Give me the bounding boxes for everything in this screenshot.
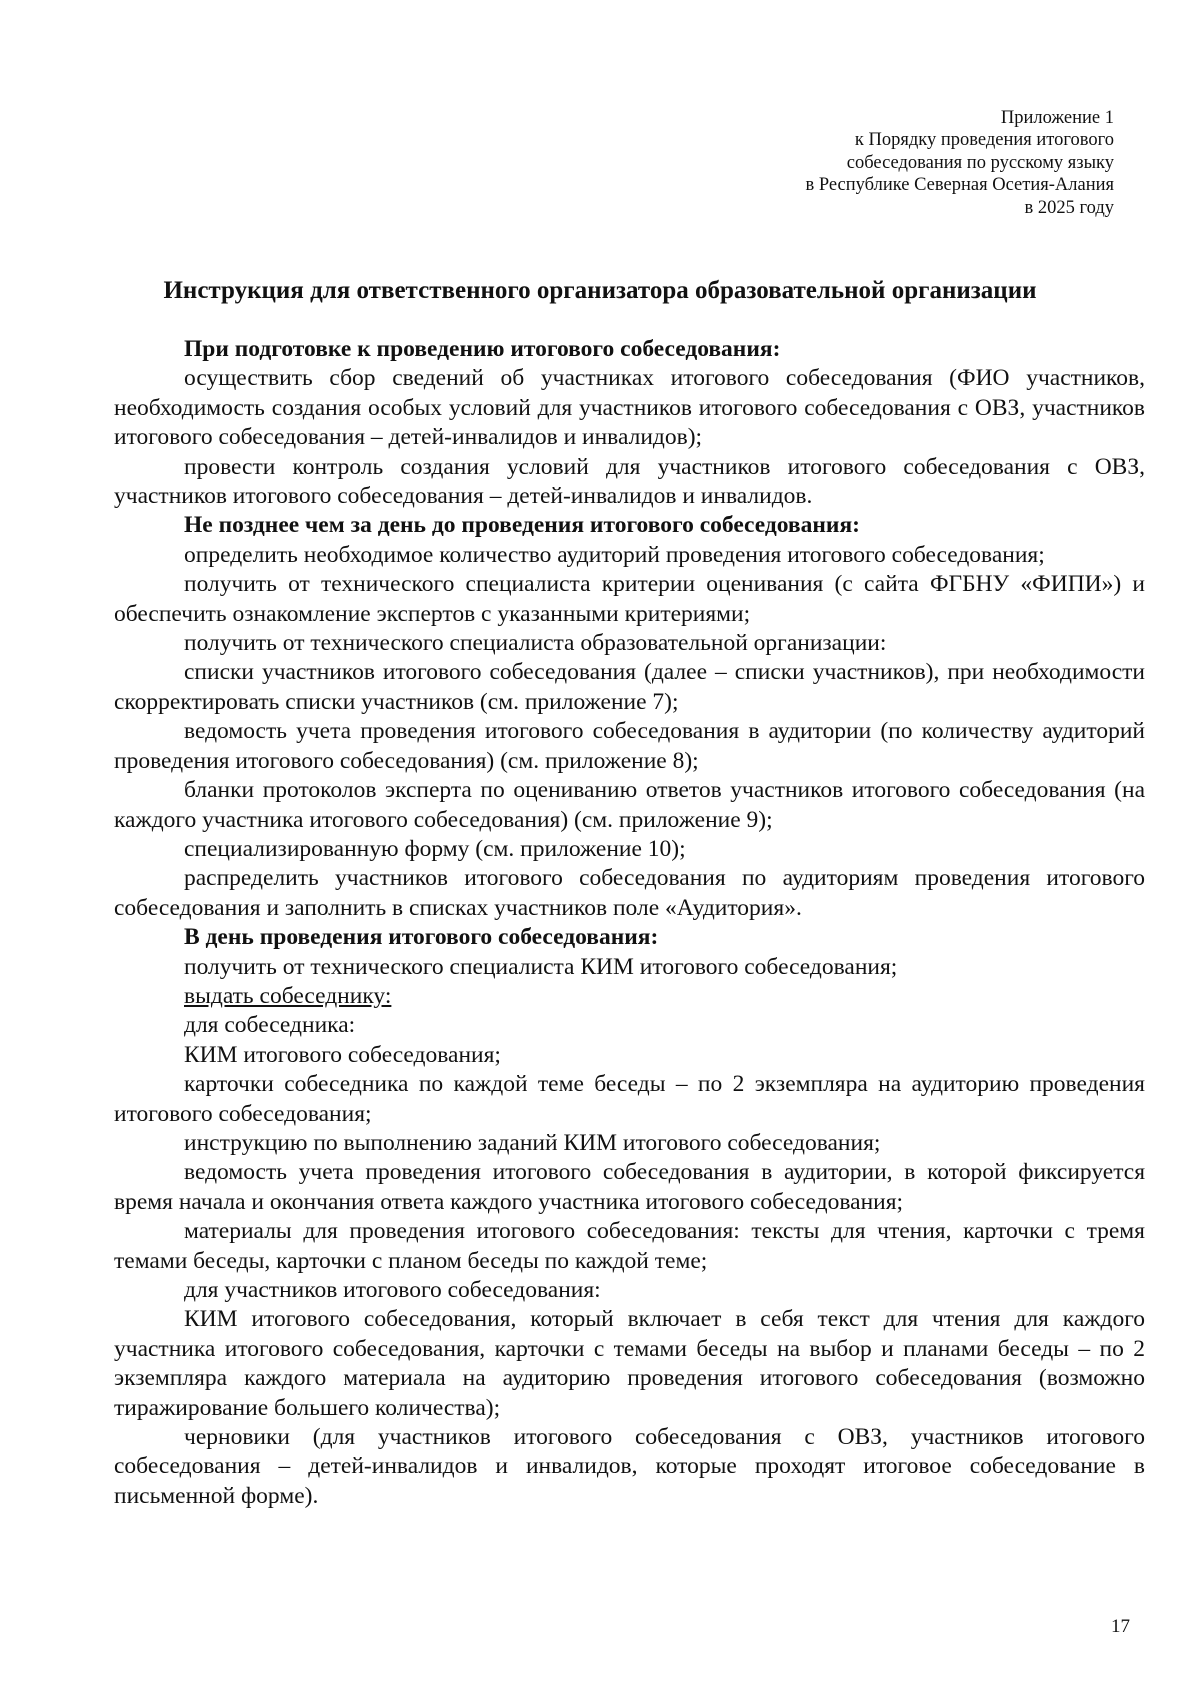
- section-heading: Не позднее чем за день до проведения итогового собеседования:: [184, 512, 860, 539]
- document-body: [114, 335, 1145, 1511]
- paragraph: специализированную форму (см. приложение 10);: [184, 835, 686, 862]
- appendix-line: в 2025 году: [1024, 197, 1114, 218]
- appendix-header: [805, 107, 1114, 219]
- page-number: 17: [1111, 1616, 1130, 1637]
- paragraph: черновики (для участников итогового собеседования с ОВЗ, участников итогового собеседования – детей-инвалидов и инвалидов, которые проходят итоговое собеседование в письменной форме).: [114, 1424, 1145, 1509]
- underlined-text: выдать собеседнику:: [184, 982, 392, 1009]
- paragraph: получить от технического специалиста образовательной организации:: [184, 630, 887, 657]
- paragraph: КИМ итогового собеседования, который включает в себя текст для чтения для каждого участника итогового собеседования, карточки с темами беседы на выбор и планами беседы – по 2 экземпляра каждого материала на аудиторию проведения итогового собеседования (возможно тиражирование большего количества);: [114, 1306, 1145, 1421]
- paragraph: распределить участников итогового собеседования по аудиториям проведения итогового собеседования и заполнить в списках участников поле «Аудитория».: [114, 865, 1145, 921]
- paragraph: ведомость учета проведения итогового собеседования в аудитории (по количеству аудиторий проведения итогового собеседования) (см. приложение 8);: [114, 718, 1145, 774]
- document-title: Инструкция для ответственного организатора образовательной организации: [163, 277, 1037, 304]
- underlined-subheading: [114, 982, 1145, 1011]
- paragraph: бланки протоколов эксперта по оцениванию ответов участников итогового собеседования (на каждого участника итогового собеседования) (см. приложение 9);: [114, 777, 1145, 833]
- paragraph: определить необходимое количество аудиторий проведения итогового собеседования;: [184, 541, 1045, 568]
- paragraph: осуществить сбор сведений об участниках итогового собеседования (ФИО участников, необходимость создания особых условий для участников итогового собеседования с ОВЗ, участников итогового собеседования – детей-инвалидов и инвалидов);: [114, 365, 1145, 451]
- appendix-line: к Порядку проведения итогового: [854, 130, 1114, 151]
- appendix-line: в Республике Северная Осетия-Алания: [805, 175, 1114, 196]
- paragraph: КИМ итогового собеседования;: [184, 1041, 501, 1068]
- paragraph: ведомость учета проведения итогового собеседования в аудитории, в которой фиксируется время начала и окончания ответа каждого участника итогового собеседования;: [114, 1159, 1145, 1215]
- paragraph: получить от технического специалиста КИМ итогового собеседования;: [184, 953, 898, 980]
- appendix-line: собеседования по русскому языку: [846, 152, 1114, 173]
- paragraph: для участников итогового собеседования:: [184, 1277, 601, 1303]
- paragraph: инструкцию по выполнению заданий КИМ итогового собеседования;: [184, 1129, 881, 1156]
- section-heading: При подготовке к проведению итогового собеседования:: [184, 336, 781, 362]
- appendix-line: Приложение 1: [1000, 108, 1114, 128]
- paragraph: списки участников итогового собеседования (далее – списки участников), при необходимости скорректировать списки участников (см. приложение 7);: [114, 659, 1145, 715]
- paragraph: получить от технического специалиста критерии оценивания (с сайта ФГБНУ «ФИПИ») и обеспечить ознакомление экспертов с указанными критериями;: [114, 571, 1145, 627]
- paragraph: материалы для проведения итогового собеседования: тексты для чтения, карточки с тремя темами беседы, карточки с планом беседы по каждой теме;: [114, 1218, 1145, 1274]
- paragraph: провести контроль создания условий для участников итогового собеседования с ОВЗ, участников итогового собеседования – детей-инвалидов и инвалидов.: [114, 453, 1145, 510]
- paragraph: карточки собеседника по каждой теме беседы – по 2 экземпляра на аудиторию проведения итогового собеседования;: [114, 1071, 1145, 1127]
- paragraph: для собеседника:: [184, 1012, 356, 1039]
- section-heading: В день проведения итогового собеседования:: [184, 924, 659, 951]
